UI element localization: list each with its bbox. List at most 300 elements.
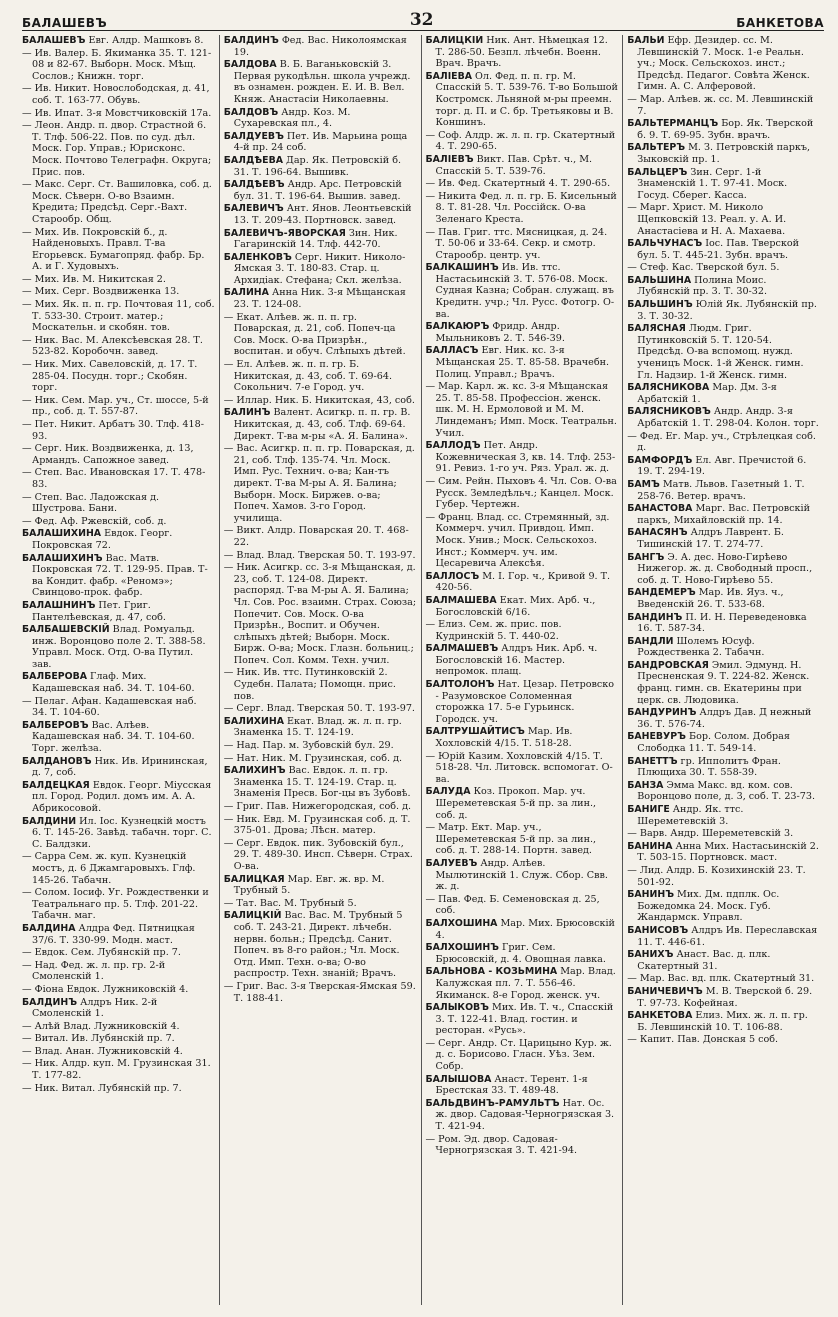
entry-details: Фед. Вас. Николоямская 19. <box>233 35 407 58</box>
directory-entry <box>426 71 619 129</box>
entry-surname: БАЛАШИХИНЪ <box>22 552 103 564</box>
entry-surname: БАНАСЯНЪ <box>627 527 688 539</box>
entry-details: — Стеф. Кас. Тверской бул. 5. <box>627 262 780 274</box>
directory-entry <box>22 1021 215 1033</box>
entry-details: Ефр. Дезидер. сс. М. Левшинскій 7. Моск. 1-е Реальн. уч.; Моск. Сельскохоз. инст.; Предсѣд. Педагог. Совѣта Женск. Гимн. А. С. Алферовой. <box>637 35 810 93</box>
entry-surname: БАНИЧЕВИЧЪ <box>627 985 703 997</box>
entry-surname: БАЛУДА <box>425 786 471 798</box>
entry-surname: БАЛИХИНЪ <box>223 765 286 777</box>
entry-details: — Ром. Эд. двор. Садовая-Черногрязская 3. Т. 421-94. <box>425 1133 578 1157</box>
entry-details: — Елиз. Сем. ж. прис. пов. Кудринскій 5. Т. 440-02. <box>425 619 562 642</box>
directory-entry <box>22 984 215 996</box>
entry-details: Полина Моис. Лубянскій пр. 3. Т. 30-32. <box>637 274 768 298</box>
directory-entry <box>22 274 215 286</box>
entry-details: — Иллар. Ник. Б. Никитская, 43, соб. <box>223 394 415 406</box>
entry-details: Елиз. Мих. ж. л. п. гр. Б. Левшинскій 10. Т. 106-88. <box>637 1010 808 1033</box>
entry-details: Э. А. дес. Ново-Гирѣево Нижегор. ж. д. Свободный просп., соб. д. Т. Ново-Гирѣево 55. <box>637 551 813 586</box>
directory-entry <box>224 753 417 765</box>
directory-entry <box>22 35 215 47</box>
entry-surname: БАЛБАШЕВСКІЙ <box>22 624 110 636</box>
entry-details: — Никита Фед. л. п. гр. Б. Кисельный 8. Т. 81-28. Чл. Россійск. О-ва Зеленаго Креста. <box>425 190 617 225</box>
directory-entry <box>22 359 215 394</box>
entry-details: Андр. Коз. М. Сухаревская пл., 4. <box>233 106 351 130</box>
entry-surname: БАЛИЦКАЯ <box>223 873 285 885</box>
entry-details: Алдръ Лаврент. Б. Тишинскій 17. Т. 274-77. <box>637 527 784 550</box>
directory-entry <box>627 527 820 550</box>
entry-surname: БАЛБЕРОВА <box>22 671 87 683</box>
entry-details: — Мар. Карл. ж. кс. 3-я Мѣщанская 25. Т. 85-58. Профессіон. женск. шк. М. Н. Ермоловой и М. М. Линдеманъ; Имп. Моск. Театральн. Учил. <box>425 381 617 439</box>
directory-entry <box>22 696 215 719</box>
entry-details: — Над. Пар. м. Зубовскій бул. 29. <box>223 740 394 752</box>
directory-entry <box>22 120 215 178</box>
entry-surname: БАЛТРУШАЙТИСЪ <box>425 726 525 738</box>
directory-entry <box>224 35 417 58</box>
entry-details: Мар. Ив. Яуз. ч., Введенскій 26. Т. 533-68. <box>637 587 784 610</box>
entry-details: Пет. Ив. Марьина роща 4-й пр. 24 соб. <box>233 130 408 154</box>
entry-details: Зин. Ник. Гагаринскій 14. Тлф. 442-70. <box>233 227 398 251</box>
entry-details: — Витал. Ив. Лубянскій пр. 7. <box>22 1033 175 1045</box>
directory-entry <box>224 874 417 897</box>
directory-entry <box>224 703 417 715</box>
directory-entry <box>426 321 619 344</box>
entry-details: — Пелаг. Афан. Кадашевская наб. 34. Т. 104-60. <box>22 695 197 719</box>
entry-details: Анаст. Терент. 1-я Брестская 33. Т. 489-48. <box>435 1073 588 1097</box>
directory-entry <box>22 600 215 623</box>
entry-details: Матв. Львов. Газетный 1. Т. 258-76. Ветер. врачъ. <box>637 478 805 502</box>
directory-entry <box>627 925 820 948</box>
directory-entry <box>224 801 417 813</box>
entry-details: — Ник. Евд. М. Грузинская соб. д. Т. 375-01. Дрова; Лѣсн. матер. <box>223 813 411 837</box>
directory-entry <box>224 765 417 800</box>
entry-details: — Серг. Ник. Воздвиженка, д. 13, Армандъ. Сапожное завед. <box>22 443 194 466</box>
entry-surname: БАМЪ <box>627 478 660 490</box>
directory-entry <box>224 667 417 702</box>
entry-surname: БАЛБЕРОВЪ <box>22 719 89 731</box>
entry-details: Алдръ Дав. Д нежный 36. Т. 576-74. <box>637 707 812 730</box>
directory-entry <box>426 262 619 320</box>
entry-surname: БАНИХЪ <box>627 949 674 961</box>
entry-details: — Сарра Сем. ж. куп. Кузнецкій мостъ, д. 6 Джамгаровыхъ. Глф. 145-26. Табачн. <box>22 851 196 886</box>
entry-details: Мих. Ив. Т. ч., Спасскій 3. Т. 122-41. Влад. гостин. и ресторан. «Русь». <box>435 1002 614 1037</box>
entry-details: Вас. Вас. М. Трубный 5 соб. Т. 243-21. Директ. лѣчебн. нервн. больн.; Предсѣд. Санит. Попеч. въ 8-го район.; Чл. Моск. Отд. Имп. Техн. о-ва; О-во распростр. Техн. знаній; Врачъ. <box>233 910 403 980</box>
directory-entry <box>426 966 619 1001</box>
entry-details: Григ. Сем. Брюсовскій, д. 4. Овощная лавка. <box>435 942 606 965</box>
directory-entry <box>224 155 417 178</box>
directory-entry <box>224 898 417 910</box>
entry-surname: БАНЗА <box>627 779 664 791</box>
directory-entry <box>627 382 820 405</box>
entry-details: — Мих. Як. п. п. гр. Почтовая 11, соб. Т. 533-30. Строит. матер.; Москательн. и скобян. тов. <box>22 299 215 334</box>
entry-details: — Влад. Влад. Тверская 50. Т. 193-97. <box>223 549 416 561</box>
entry-details: Евг. Ник. кс. 3-я Мѣщанская 25. Т. 85-58. Врачебн. Полиц. Управл.; Врачъ. <box>435 345 610 380</box>
directory-entry <box>627 323 820 381</box>
entry-details: — Ник. Алдр. куп. М. Грузинская 31. Т. 177-82. <box>22 1058 211 1082</box>
entry-surname: БАЛДѢЕВА <box>223 154 283 166</box>
entry-details: — Капит. Пав. Донская 5 соб. <box>627 1034 779 1046</box>
directory-entry <box>224 838 417 873</box>
entry-details: Вас. Алѣев. Кадашевская наб. 34. Т. 104-60. Торг. желѣза. <box>32 719 195 755</box>
entry-surname: БАМФОРДЪ <box>627 454 693 466</box>
entry-details: М. І. Гор. ч., Кривой 9. Т. 420-56. <box>435 570 611 594</box>
entry-surname: БАЛДИНЪ <box>223 35 279 46</box>
entry-surname: БАЛЬТЕРМАНЦЪ <box>627 118 719 130</box>
entry-details: Мар. Влад. Калужская пл. 7. Т. 556-46. Якиманск. 8-е Город. женск. уч. <box>435 966 616 1001</box>
entry-details: — Леон. Андр. п. двор. Страстной 6. Т. Тлф. 506-22. Пов. по суд. дѣл. Моск. Гор. Управ.; Юрисконс. Моск. Почтово Телеграфн. Округа; Прис. пов. <box>22 120 212 178</box>
directory-entry <box>627 780 820 803</box>
entry-details: — Пав. Григ. ттс. Мясницкая, д. 24. Т. 50-06 и 33-64. Секр. и смотр. Старообр. центр. уч. <box>425 226 608 261</box>
entry-surname: БАНГЪ <box>627 551 665 563</box>
directory-entry <box>627 828 820 840</box>
directory-entry <box>426 1074 619 1097</box>
entry-surname: БАЛУЕВЪ <box>425 857 478 869</box>
entry-details: Анна Ник. 3-я Мѣщанская 23. Т. 124-08. <box>233 287 406 311</box>
entry-surname: БАНКЕТОВА <box>627 1010 693 1022</box>
entry-surname: БАЛЬНОВА - КОЗЬМИНА <box>425 966 558 978</box>
entry-surname: БАЛЕВИЧЪ-ЯВОРСКАЯ <box>223 227 346 239</box>
directory-entry <box>627 636 820 659</box>
entry-details: Ант. Янов. Леонтьевскій 13. Т. 209-43. Портновск. завед. <box>233 203 412 226</box>
directory-entry <box>22 671 215 694</box>
directory-entry <box>627 431 820 454</box>
entry-surname: БАЛЬЦЕРЪ <box>627 166 688 178</box>
entry-surname: БАЛЬШИНЪ <box>627 299 693 311</box>
entry-details: Пет. Григ. Пантелѣевская, д. 47, соб. <box>32 599 166 623</box>
entry-details: М. В. Тверской б. 29. Т. 97-73. Кофейная. <box>637 985 813 1009</box>
entry-surname: БАЛІЕВА <box>425 70 472 82</box>
directory-entry <box>627 202 820 237</box>
entry-surname: БАНИГЕ <box>627 804 670 815</box>
entry-details: Мар. Ив. Хохловскій 4/15. Т. 518-28. <box>435 726 573 750</box>
directory-entry <box>224 740 417 752</box>
entry-details: Вас. Матв. Покровская 72. Т. 129-95. Прав. Т-ва Кондит. фабр. «Реномэ»; Свинцово-прок. фабр. <box>32 552 208 599</box>
entry-surname: БАЛЕНКОВЪ <box>223 251 292 263</box>
directory-entry <box>627 1034 820 1046</box>
directory-entry <box>426 1134 619 1157</box>
entry-details: Андр. Арс. Петровскій бул. 31. Т. 196-64. Вышив. завед. <box>233 179 402 202</box>
entry-surname: БАНДИНЪ <box>627 611 683 623</box>
entry-details: Ник. Ив. Ирининская, д. 7, соб. <box>32 755 208 779</box>
entry-details: — Евдок. Сем. Лубянскій пр. 7. <box>22 947 181 959</box>
directory-entry <box>627 94 820 117</box>
entry-surname: БАНЕВУРЪ <box>627 731 686 743</box>
directory-entry <box>224 443 417 524</box>
directory-entry <box>22 492 215 515</box>
entry-details: — Ив. Ипат. 3-я Мовстчиковскій 17а. <box>22 107 212 119</box>
directory-entry <box>627 142 820 165</box>
directory-entry <box>22 286 215 298</box>
entry-details: — Франц. Влад. сс. Стремянный, зд. Коммерч. учил. Привдоц. Имп. Моск. Унив.; Моск. Сельскохоз. Инст.; Коммерч. уч. им. Цесаревича Алексѣя. <box>425 511 610 570</box>
entry-surname: БАЛКАЮРЪ <box>425 321 490 333</box>
entry-details: — Викт. Алдр. Поварская 20. Т. 468-22. <box>223 525 409 548</box>
directory-entry <box>426 571 619 594</box>
directory-entry <box>22 947 215 959</box>
entry-surname: БАЛИЦКІЙ <box>425 35 484 46</box>
entry-details: Евг. Алдр. Машковъ 8. <box>85 35 204 46</box>
entry-surname: БАНИСОВЪ <box>627 924 689 936</box>
directory-entry <box>627 1010 820 1033</box>
entry-details: — Степ. Вас. Ивановская 17. Т. 478-83. <box>22 467 206 490</box>
entry-surname: БАЛЛОСЪ <box>425 570 480 582</box>
entry-details: — Фед. Аф. Ржевскій, соб. д. <box>22 515 167 527</box>
entry-details: гр. Ипполитъ Фран. Плющиха 30. Т. 558-39. <box>637 755 781 779</box>
entry-details: Мар. Дм. 3-я Арбатскій 1. <box>637 382 777 405</box>
directory-entry <box>426 894 619 917</box>
entry-details: Дар. Як. Петровскій б. 31. Т. 196-64. Вышивк. <box>233 154 402 178</box>
entry-details: Нат. Цезар. Петровско - Разумовское Соломенная сторожка 17. 5-е Гурьинск. Городск. уч. <box>435 679 615 725</box>
entry-details: Ел. Авг. Пречистой 6. 19. Т. 294-19. <box>637 454 807 478</box>
entry-details: — Пав. Фед. Б. Семеновская д. 25, соб. <box>425 893 600 917</box>
entry-details: — Фіона Евдок. Лужниковскій 4. <box>22 983 189 995</box>
entry-details: — Григ. Вас. 3-я Тверская-Ямская 59. Т. 188-41. <box>223 980 416 1004</box>
directory-entry <box>22 851 215 886</box>
entry-surname: БАЛЯСНИКОВЪ <box>627 406 711 418</box>
directory-entry <box>426 512 619 570</box>
entry-details: Ол. Фед. п. п. гр. М. Спасскій 5. Т. 539-76. Т-во Большой Костромск. Льняной м-ры преемн. торг. д. П. и С. бр. Третьяковы и В. Коншинъ. <box>435 70 618 129</box>
entry-details: — Ник. Вас. М. Алексѣевская 28. Т. 523-82. Коробочн. завед. <box>22 334 203 358</box>
header-right-guide-word: БАНКЕТОВА <box>736 16 824 30</box>
entry-details: Евдок. Георг. Міусская пл. Город. Родил. домъ им. А. А. Абрикосовой. <box>32 779 212 814</box>
entry-details: — Мих. Ив. Покровскій б., д. Найденовыхъ. Правл. Т-ва Егорьевск. Бумагопряд. фабр. Бр. А. и Г. Худовыхъ. <box>22 226 205 273</box>
entry-surname: БАЛАШНИНЪ <box>22 599 96 611</box>
entry-details: — Макс. Серг. Ст. Вашиловка, соб. д. Моск. Сѣверн. О-во Взаимн. Кредита; Предсѣд. Серг.-Вахт. Старообр. Общ. <box>22 179 212 225</box>
entry-details: Влад. Ромуальд. инж. Воронцово поле 2. Т. 388-58. Управл. Моск. Отд. О-ва Путил. зав. <box>32 624 206 670</box>
directory-entry <box>426 679 619 725</box>
entry-details: — Лид. Алдр. Б. Козихинскій 23. Т. 501-92. <box>627 864 806 888</box>
entry-surname: БАЛДИНИ <box>22 815 77 827</box>
entry-details: Шолемъ Юсуф. Рождественка 2. Табачн. <box>637 635 765 659</box>
entry-details: — Над. Фед. ж. л. пр. гр. 2-й Смоленскій 1. <box>22 959 166 983</box>
directory-entry <box>224 131 417 154</box>
entry-details: — Ник. Сем. Мар. уч., Ст. шоссе, 5-й пр., соб. д. Т. 557-87. <box>22 394 209 418</box>
directory-entry <box>22 48 215 83</box>
entry-surname: БАЛДОВЪ <box>223 106 279 118</box>
entry-details: В. Б. Ваганьковскій 3. Первая рукодѣльн. школа учрежд. въ ознамен. рожден. Е. И. В. Вел. Княж. Анастасіи Николаевны. <box>233 59 411 105</box>
directory-entry <box>426 476 619 511</box>
column-4 <box>622 35 824 1305</box>
directory-entry <box>224 228 417 251</box>
directory-entry <box>627 118 820 141</box>
entry-surname: БАЛЬДВИНЪ-РАМУЛЬТЪ <box>425 1097 560 1109</box>
entry-details: — Юрій Казим. Хохловскій 4/15. Т. 518-28. Чл. Литовск. вспомогат. О-ва. <box>425 750 613 785</box>
column-2 <box>219 35 421 1305</box>
directory-entry <box>627 503 820 526</box>
directory-entry <box>426 227 619 262</box>
entry-details: Екат. Мих. Арб. ч., Богословскій 6/16. <box>435 594 596 618</box>
directory-entry <box>426 822 619 857</box>
directory-entry <box>426 178 619 190</box>
directory-entry <box>224 287 417 310</box>
directory-entry <box>22 335 215 358</box>
entry-details: — Ник. Ив. ттс. Путинковскій 2. Судебн. Палата; Помощн. прис. пов. <box>223 667 396 702</box>
entry-details: — Григ. Пав. Нижегородская, соб. д. <box>223 801 412 812</box>
directory-entry <box>224 562 417 666</box>
directory-entry <box>627 707 820 730</box>
entry-details: — Серг. Влад. Тверская 50. Т. 193-97. <box>223 703 415 715</box>
directory-entry <box>22 419 215 442</box>
entry-details: — Варв. Андр. Шереметевскій 3. <box>627 828 794 840</box>
entry-details: Валент. Асигкр. п. п. гр. В. Никитская, д. 43, соб. Тлф. 69-64. Директ. Т-ва м-ры «А. Я. Балина». <box>233 407 411 442</box>
entry-surname: БАНЕТТЪ <box>627 755 678 767</box>
directory-entry <box>627 756 820 779</box>
entry-surname: БАЛИХИНА <box>223 715 284 727</box>
entry-surname: БАЛКАШИНЪ <box>425 262 499 274</box>
directory-entry <box>426 858 619 893</box>
entry-details: Андр. Алѣев. Мылютинскій 1. Служ. Сбор. Свв. ж. д. <box>435 857 608 893</box>
entry-surname: БАЛЫШОВА <box>425 1073 492 1085</box>
directory-entry <box>627 731 820 754</box>
directory-entry <box>426 726 619 749</box>
entry-details: — Мих. Серг. Воздвиженка 13. <box>22 286 180 298</box>
columns-container <box>22 35 824 1305</box>
entry-details: Андр. Андр. 3-я Арбатскій 1. Т. 298-04. Колон. торг. <box>637 406 819 429</box>
directory-entry <box>22 780 215 815</box>
directory-entry <box>426 154 619 177</box>
entry-details: Андр. Як. ттс. Шереметевскій 3. <box>637 804 744 827</box>
entry-details: Мих. Дм. пдплк. Ос. Божедомка 24. Моск. Губ. Жандармск. Управл. <box>637 889 780 924</box>
directory-entry <box>22 1083 215 1095</box>
entry-surname: БАЛЬШИНА <box>627 274 692 286</box>
directory-entry <box>22 1033 215 1045</box>
page-header <box>22 8 824 31</box>
directory-entry <box>224 525 417 548</box>
entry-surname: БАЛИНЪ <box>223 407 271 419</box>
entry-details: — Ник. Витал. Лубянскій пр. 7. <box>22 1082 182 1094</box>
entry-details: Алдра Фед. Пятницкая 37/6. Т. 330-99. Модн. маст. <box>32 922 195 946</box>
header-left-guide-word: БАЛАШЕВЪ <box>22 16 108 30</box>
entry-details: Глаф. Мих. Кадашевская наб. 34. Т. 104-60. <box>32 671 195 695</box>
directory-entry <box>224 252 417 287</box>
entry-surname: БАЛХОШИНА <box>425 917 498 929</box>
entry-details: Фридр. Андр. Мыльниковъ 2. Т. 546-39. <box>435 321 565 344</box>
entry-details: — Ник. Мих. Савеловскій, д. 17. Т. 285-04. Посудн. торг.; Скобян. торг. <box>22 359 198 394</box>
entry-surname: БАНИНЪ <box>627 889 674 901</box>
directory-entry <box>426 1098 619 1133</box>
entry-details: — Ник. Асигкр. сс. 3-я Мѣщанская, д. 23, соб. Т. 124-08. Директ. распоряд. Т-ва М-ры А. Я. Балина; Чл. Сов. Рос. взаимн. Страх. Союза; Попечит. Сов. Моск. О-ва Призрѣн., Воспит. и Обучен. слѣпыхъ дѣтей; Выборн. Моск. Бирж. О-ва; Моск. Глазн. больниц.; Попеч. Сол. Комм. Техн. учил. <box>223 562 417 666</box>
entry-details: — Солом. Іосиф. Уг. Рождественки и Театральнаго пр. 5. Тлф. 201-22. Табачн. маг. <box>22 887 209 922</box>
directory-entry <box>22 887 215 922</box>
entry-details: Вас. Евдок. л. п. гр. Знаменка 15. Т. 124-19. Стар. ц. Знаменія Пресв. Бог-цы въ Зубовѣ. <box>233 765 411 800</box>
entry-details: — Мар. Алѣев. ж. сс. М. Левшинскій 7. <box>627 93 814 117</box>
entry-details: М. З. Петровскій паркъ, Зыковскій пр. 1. <box>637 142 811 165</box>
directory-entry <box>627 804 820 827</box>
entry-details: — Алѣй Влад. Лужниковскій 4. <box>22 1020 180 1032</box>
entry-surname: БАЛХОШИНЪ <box>425 942 499 954</box>
directory-entry <box>22 720 215 755</box>
entry-details: Іос. Пав. Тверской бул. 5. Т. 445-21. Зубн. врачъ. <box>637 238 800 261</box>
entry-details: П. И. Н. Переведеновка 16. Т. 587-34. <box>637 611 807 635</box>
directory-entry <box>22 83 215 106</box>
directory-entry <box>22 516 215 528</box>
entry-surname: БАНДЛИ <box>627 635 674 647</box>
directory-entry <box>627 238 820 261</box>
directory-entry <box>627 973 820 985</box>
column-3 <box>421 35 623 1305</box>
entry-details: Алдръ Ник. 2-й Смоленскій 1. <box>32 996 158 1020</box>
directory-entry <box>22 467 215 490</box>
directory-entry <box>22 299 215 334</box>
directory-entry <box>426 345 619 380</box>
entry-surname: БАЛЬТЕРЪ <box>627 142 686 154</box>
entry-surname: БАНДРОВСКАЯ <box>627 659 709 671</box>
directory-entry <box>22 395 215 418</box>
directory-entry <box>22 960 215 983</box>
directory-entry <box>224 179 417 202</box>
directory-entry <box>224 312 417 358</box>
entry-surname: БАЛДЕЦКАЯ <box>22 779 90 791</box>
entry-details: Пет. Андр. Кожевническая 3, кв. 14. Тлф. 253-91. Ревиз. 1-го уч. Ряз. Урал. ж. д. <box>435 440 616 475</box>
directory-entry <box>224 550 417 562</box>
entry-surname: БАЛМАШЕВА <box>425 594 497 606</box>
directory-entry <box>426 619 619 642</box>
entry-details: — Ив. Валер. Б. Якиманка 35. Т. 121-08 и 82-67. Выборн. Моск. Мѣщ. Сослов.; Книжн. торг. <box>22 47 212 82</box>
directory-entry <box>627 889 820 924</box>
entry-surname: БАНДУРИНЪ <box>627 707 697 719</box>
entry-details: Анаст. Вас. д. плк. Скатертный 31. <box>637 949 771 972</box>
entry-details: Мар. Евг. ж. вр. М. Трубный 5. <box>233 873 385 897</box>
entry-details: — Марг. Христ. М. Николо Щепковскій 13. Реал. у. А. И. Анастасіева и Н. А. Махаева. <box>627 202 787 237</box>
entry-details: Коз. Прокоп. Мар. уч. Шереметевская 5-й пр. за лин., соб. д. <box>435 786 597 821</box>
entry-surname: БАЛІЕВЪ <box>425 153 474 165</box>
entry-surname: БАЛАШИХИНА <box>22 528 102 540</box>
entry-surname: БАЛДОВА <box>223 59 277 71</box>
directory-entry <box>426 918 619 941</box>
entry-surname: БАЛИЦКІЙ <box>223 910 282 922</box>
entry-details: — Серг. Евдок. пик. Зубовскій бул., 29. Т. 489-30. Инсп. Сѣверн. Страх. О-ва. <box>223 837 413 872</box>
entry-details: Юлій Як. Лубянскій пр. 3. Т. 30-32. <box>637 299 817 322</box>
entry-details: — Мар. Вас. вд. плк. Скатертный 31. <box>627 973 815 985</box>
directory-entry <box>224 981 417 1004</box>
entry-details: — Сим. Рейн. Пыховъ 4. Чл. Сов. О-ва Русск. Земледѣльч.; Канцел. Моск. Губер. Чертежн. <box>425 475 617 511</box>
directory-entry <box>426 191 619 226</box>
directory-entry <box>627 949 820 972</box>
directory-entry <box>224 203 417 226</box>
entry-surname: БАЛЕВИЧЪ <box>223 203 284 215</box>
directory-entry <box>426 130 619 153</box>
entry-details: — Екат. Алѣев. ж. п. п. гр. Поварская, д. 21, соб. Попеч-ца Сов. Моск. О-ва Призрѣн., воспитан. и обуч. Слѣпыхъ дѣтей. <box>223 311 406 358</box>
entry-details: — Ел. Алѣев. ж. п. п. гр. Б. Никитская, д. 43, соб. Т. 69-64. Сокольнич. 7-е Город. уч. <box>223 359 392 394</box>
entry-surname: БАЛТОЛОНЪ <box>425 679 495 691</box>
directory-entry <box>22 624 215 670</box>
entry-surname: БАЛЯСНИКОВА <box>627 382 710 394</box>
entry-details: Зин. Серг. 1-й Знаменскій 1. Т. 97-41. Моск. Госуд. Сберег. Касса. <box>637 166 788 201</box>
directory-entry <box>627 406 820 429</box>
entry-details: Ник. Ант. Нѣмецкая 12. Т. 286-50. Безпл. лѣчебн. Военн. Врач. Врачъ. <box>435 35 608 70</box>
entry-details: — Пет. Никит. Арбатъ 30. Тлф. 418-93. <box>22 419 204 442</box>
directory-entry <box>627 35 820 93</box>
entry-surname: БАНАСТОВА <box>627 503 693 515</box>
entry-details: Эмил. Эдмунд. Н. Пресненская 9. Т. 224-82. Женск. франц. гимн. св. Екатерины при церк. св. Людовика. <box>637 659 810 706</box>
directory-entry <box>224 107 417 130</box>
entry-surname: БАЛЯСНАЯ <box>627 323 686 335</box>
directory-entry <box>224 407 417 442</box>
entry-surname: БАЛДАНОВЪ <box>22 755 92 767</box>
entry-surname: БАЛЬИ <box>627 35 665 46</box>
directory-entry <box>224 59 417 105</box>
directory-entry <box>627 455 820 478</box>
entry-details: Серг. Никит. Николо-Ямская 3. Т. 180-83. Стар. ц. Архидіак. Стефана; Скл. желѣза. <box>233 251 406 286</box>
directory-entry <box>22 528 215 551</box>
entry-details: Екат. Влад. ж. л. п. гр. Знаменка 15. Т. 124-19. <box>233 715 402 739</box>
directory-entry <box>426 381 619 439</box>
directory-entry <box>22 923 215 946</box>
directory-entry <box>627 479 820 502</box>
entry-surname: БАЛДУЕВЪ <box>223 130 284 142</box>
entry-surname: БАЛМАШЕВЪ <box>425 643 499 655</box>
entry-details: — Соф. Алдр. ж. л. п. гр. Скатертный 4. Т. 290-65. <box>425 129 616 153</box>
entry-details: Мар. Мих. Брюсовскій 4. <box>435 917 615 941</box>
directory-entry <box>22 227 215 273</box>
directory-entry <box>22 179 215 225</box>
